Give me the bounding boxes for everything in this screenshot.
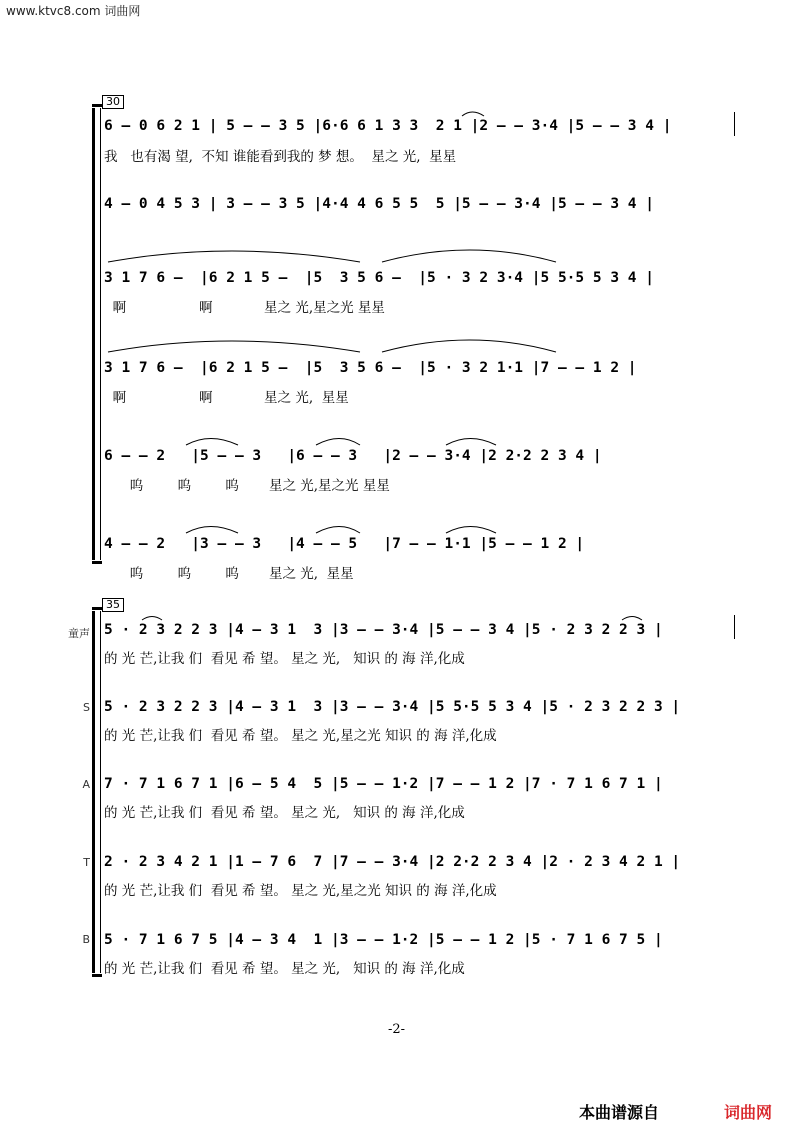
- notation-line: 7 · 7 1 6 7 1 |6 – 5 4 5 |5 – – 1·2 |7 – – 1 2 |7 · 7 1 6 7 1 |: [104, 776, 663, 792]
- notation-line: 5 · 7 1 6 7 5 |4 – 3 4 1 |3 – – 1·2 |5 – – 1 2 |5 · 7 1 6 7 5 |: [104, 932, 663, 948]
- slur-arc: [108, 341, 360, 352]
- lyrics-line: 啊 啊 星之 光, 星星: [104, 390, 349, 406]
- slur-arc: [622, 617, 642, 621]
- notation-line: 2 · 2 3 4 2 1 |1 – 7 6 7 |7 – – 3·4 |2 2·2 2 3 4 |2 · 2 3 4 2 1 |: [104, 854, 681, 870]
- notation-line: 5 · 2 3 2 2 3 |4 – 3 1 3 |3 – – 3·4 |5 5·5 5 3 4 |5 · 2 3 2 2 3 |: [104, 699, 681, 715]
- slur-arc: [462, 112, 484, 116]
- slur-arc: [316, 439, 360, 446]
- slur-arc: [108, 251, 360, 262]
- lyrics-line: 呜 呜 呜 星之 光, 星星: [104, 566, 354, 582]
- part-label: 童声: [68, 627, 90, 640]
- notation-line: 6 – – 2 |5 – – 3 |6 – – 3 |2 – – 3·4 |2 2·2 2 3 4 |: [104, 448, 602, 464]
- slur-arc: [446, 439, 496, 446]
- page-number: -2-: [387, 1022, 406, 1037]
- notation-line: 3 1 7 6 – |6 2 1 5 – |5 3 5 6 – |5 · 3 2 1·1 |7 – – 1 2 |: [104, 360, 637, 376]
- slur-arc: [186, 439, 238, 446]
- part-label: A: [82, 778, 90, 791]
- notation-line: 6 – 0 6 2 1 | 5 – – 3 5 |6·6 6 1 3 3 2 1 |2 – – 3·4 |5 – – 3 4 |: [104, 118, 672, 134]
- measure-number: 35: [102, 598, 124, 612]
- lyrics-line: 的 光 芒,让我 们 看见 希 望。 星之 光, 知识 的 海 洋,化成: [104, 961, 465, 977]
- system-barline: [100, 611, 101, 973]
- system-bracket: [92, 611, 95, 973]
- notation-line: 4 – 0 4 5 3 | 3 – – 3 5 |4·4 4 6 5 5 5 |5 – – 3·4 |5 – – 3 4 |: [104, 196, 654, 212]
- slur-arc: [382, 340, 556, 352]
- slur-arc: [316, 527, 360, 534]
- measure-number: 30: [102, 95, 124, 109]
- site-header[interactable]: www.ktvc8.com 词曲网: [6, 4, 141, 18]
- system-barline: [100, 108, 101, 560]
- lyrics-line: 呜 呜 呜 星之 光,星之光 星星: [104, 478, 390, 494]
- end-barline: [734, 615, 735, 639]
- lyrics-line: 的 光 芒,让我 们 看见 希 望。 星之 光,星之光 知识 的 海 洋,化成: [104, 728, 497, 744]
- end-barline: [734, 112, 735, 136]
- lyrics-line: 的 光 芒,让我 们 看见 希 望。 星之 光,星之光 知识 的 海 洋,化成: [104, 883, 497, 899]
- notation-line: 4 – – 2 |3 – – 3 |4 – – 5 |7 – – 1·1 |5 – – 1 2 |: [104, 536, 585, 552]
- part-label: S: [83, 701, 90, 714]
- notation-line: 5 · 2 3 2 2 3 |4 – 3 1 3 |3 – – 3·4 |5 – – 3 4 |5 · 2 3 2 2 3 |: [104, 622, 663, 638]
- lyrics-line: 啊 啊 星之 光,星之光 星星: [104, 300, 385, 316]
- slur-arc: [382, 250, 556, 262]
- slur-arc: [186, 527, 238, 534]
- part-label: B: [82, 933, 90, 946]
- slur-arc: [142, 617, 162, 621]
- lyrics-line: 的 光 芒,让我 们 看见 希 望。 星之 光, 知识 的 海 洋,化成: [104, 805, 465, 821]
- slur-arc: [446, 527, 496, 534]
- lyrics-line: 我 也有渴 望, 不知 谁能看到我的 梦 想。 星之 光, 星星: [104, 149, 457, 165]
- notation-line: 3 1 7 6 – |6 2 1 5 – |5 3 5 6 – |5 · 3 2 3·4 |5 5·5 5 3 4 |: [104, 270, 654, 286]
- source-credit: 本曲谱源自: [579, 1103, 660, 1122]
- part-label: T: [83, 856, 90, 869]
- system-bracket: [92, 108, 95, 560]
- site-logo[interactable]: 词曲网: [724, 1103, 773, 1122]
- lyrics-line: 的 光 芒,让我 们 看见 希 望。 星之 光, 知识 的 海 洋,化成: [104, 651, 465, 667]
